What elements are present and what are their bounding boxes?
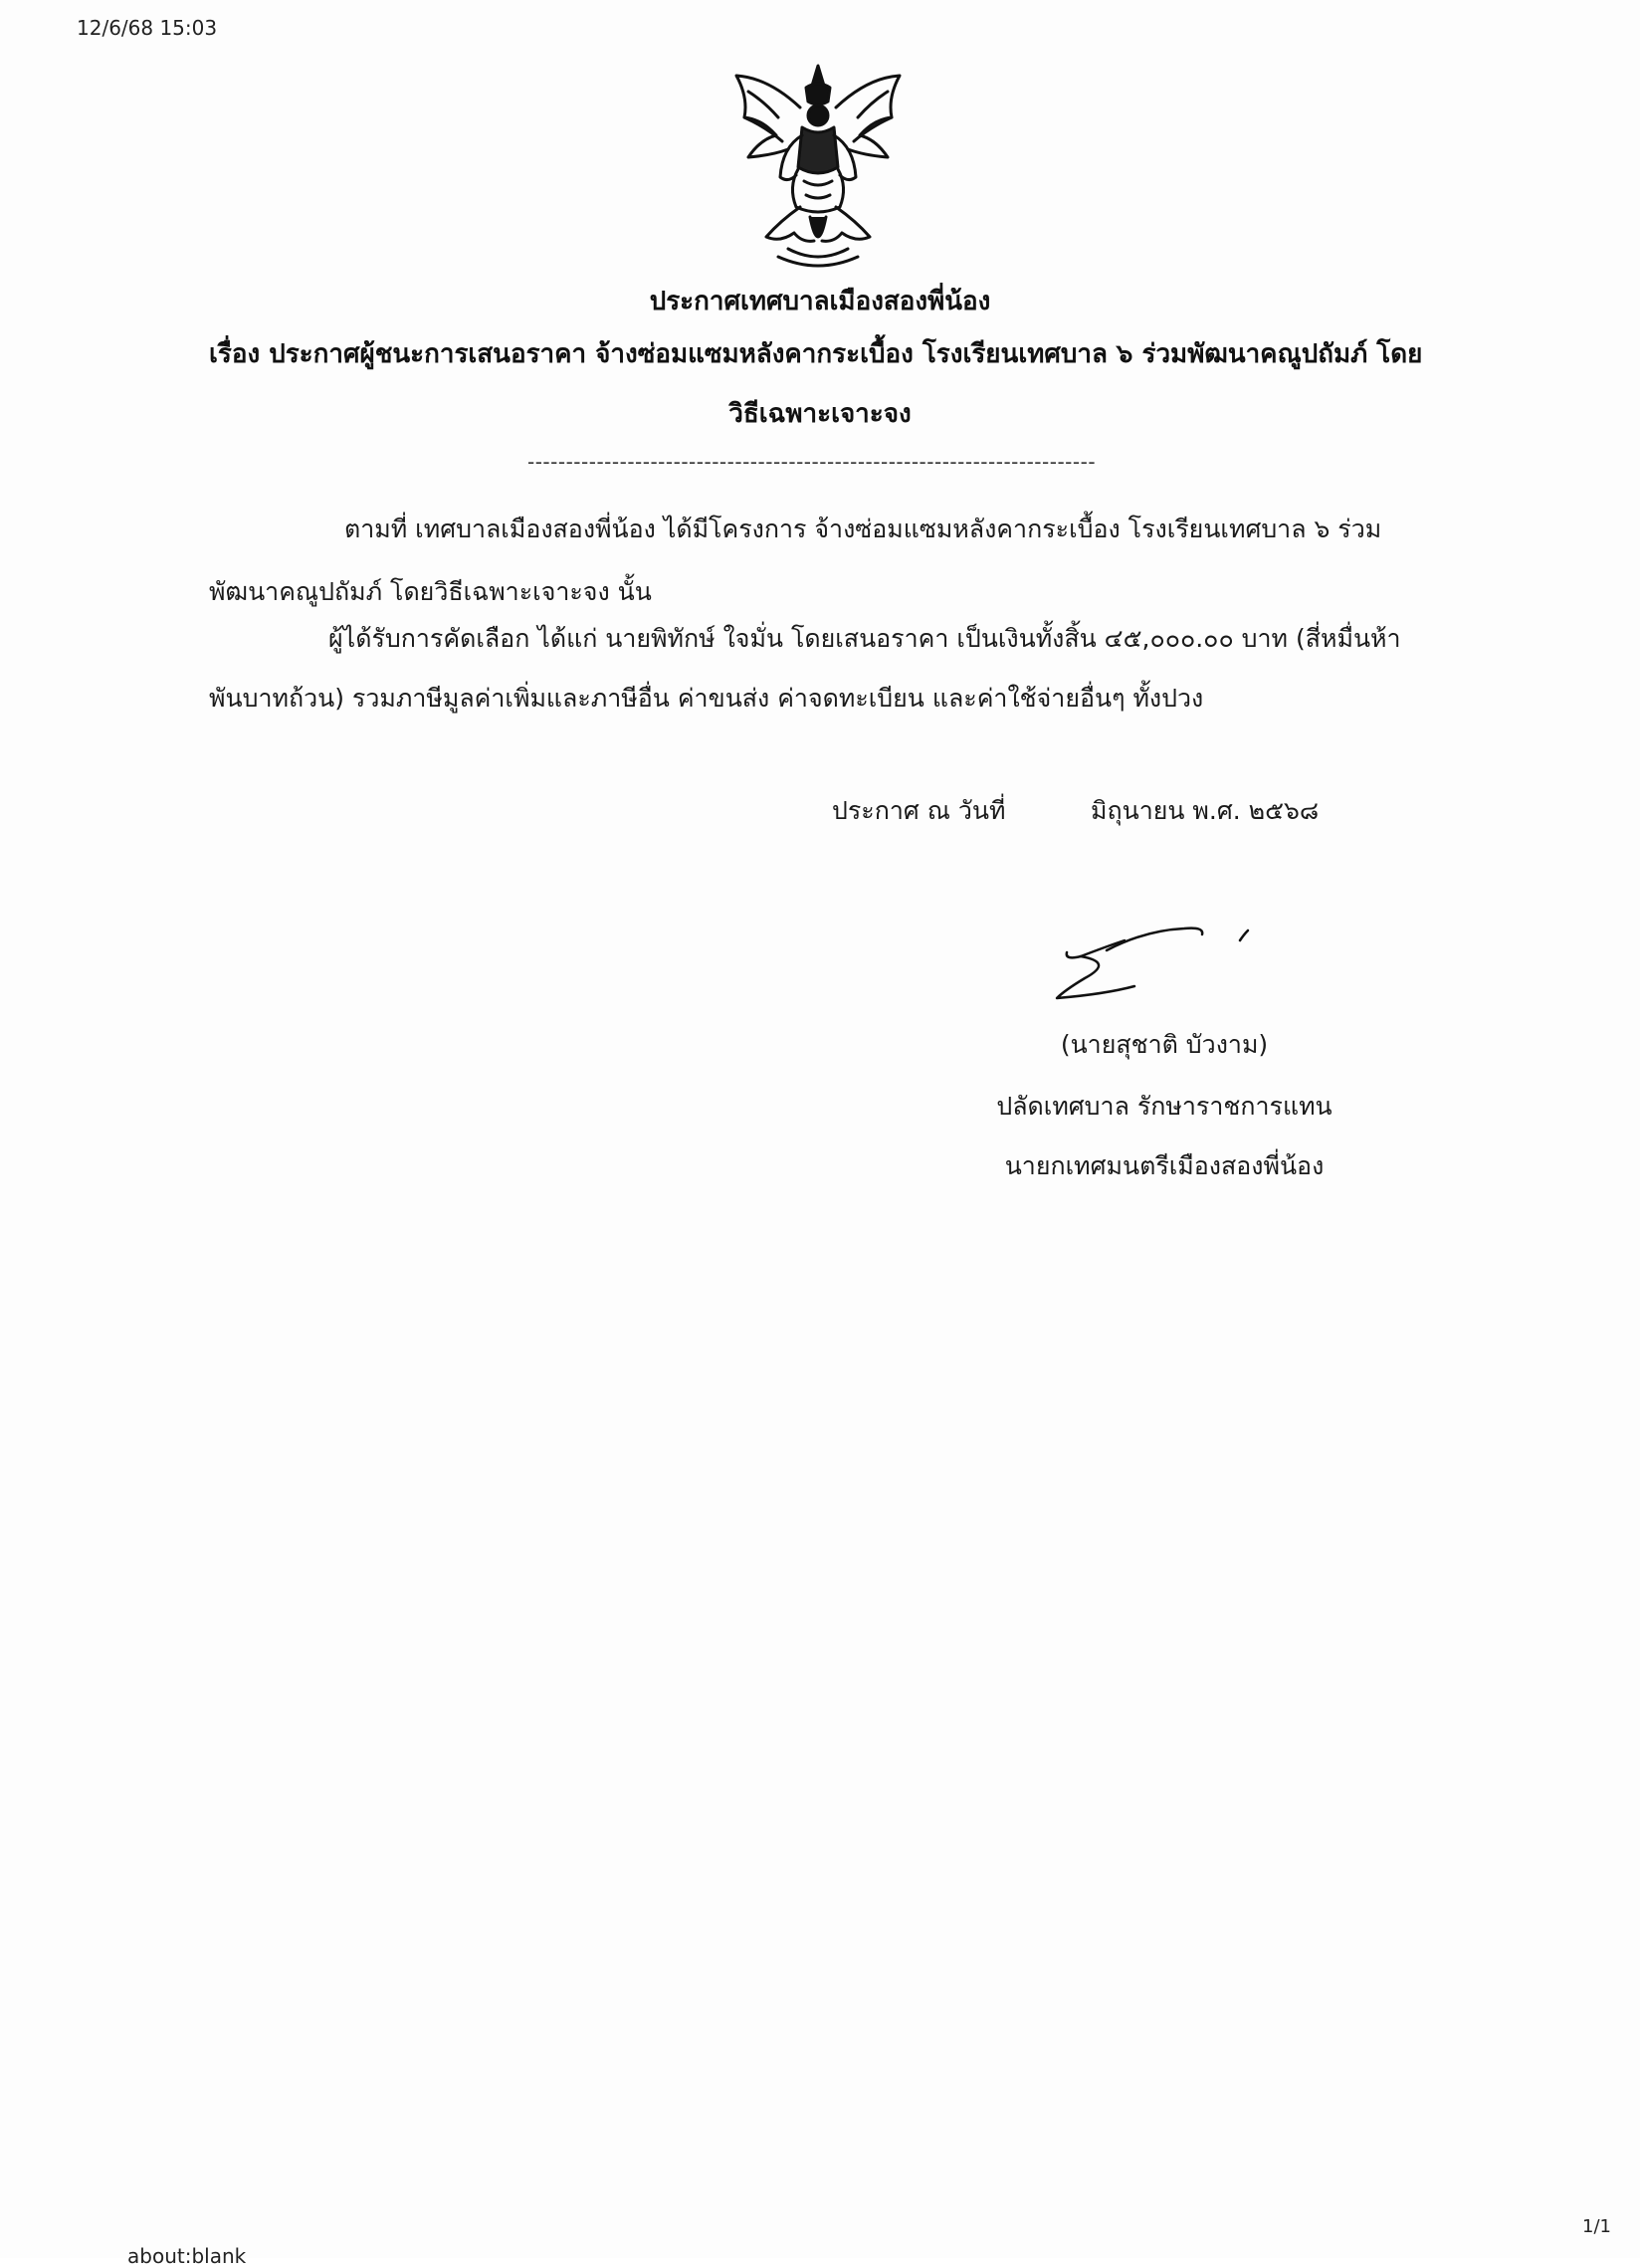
divider: --------------------------------------------------------------------------	[527, 450, 1097, 474]
paragraph-2-line-2: พันบาทถ้วน) รวมภาษีมูลค่าเพิ่มและภาษีอื่น ค่าขนส่ง ค่าจดทะเบียน และค่าใช้จ่ายอื่นๆ ทั้งปวง	[209, 684, 1204, 713]
paragraph-1-line-2: พัฒนาคณูปถัมภ์ โดยวิธีเฉพาะเจาะจง นั้น	[209, 577, 652, 606]
subject-line-continued: วิธีเฉพาะเจาะจง	[728, 399, 912, 429]
footer-url: about:blank	[127, 2244, 247, 2268]
signatory-position-acting: นายกเทศมนตรีเมืองสองพี่น้อง	[1004, 1151, 1325, 1180]
paragraph-2-line-1: ผู้ได้รับการคัดเลือก ได้แก่ นายพิทักษ์ ใจมั่น โดยเสนอราคา เป็นเงินทั้งสิ้น ๔๕,๐๐๐.๐๐ บาท (สี่หมื่นห้า	[328, 624, 1401, 653]
announcement-title: ประกาศเทศบาลเมืองสองพี่น้อง	[649, 287, 991, 316]
page-count: 1/1	[1582, 2216, 1611, 2237]
subject-line: เรื่อง ประกาศผู้ชนะการเสนอราคา จ้างซ่อมแซมหลังคากระเบื้อง โรงเรียนเทศบาล ๖ ร่วมพัฒนาคณูปถัมภ์ โดย	[209, 339, 1423, 369]
garuda-emblem-icon	[718, 58, 918, 277]
announcement-date-value: มิถุนายน พ.ศ. ๒๕๖๘	[1091, 796, 1320, 825]
signatory-position: ปลัดเทศบาล รักษาราชการแทน	[996, 1092, 1332, 1121]
announcement-date-label: ประกาศ ณ วันที่	[832, 796, 1006, 825]
paragraph-1-line-1: ตามที่ เทศบาลเมืองสองพี่น้อง ได้มีโครงการ จ้างซ่อมแซมหลังคากระเบื้อง โรงเรียนเทศบาล ๖ ร่วม	[344, 515, 1382, 543]
handwritten-signature	[1045, 891, 1324, 1010]
signatory-name: (นายสุชาติ บัวงาม)	[1060, 1030, 1269, 1059]
print-timestamp: 12/6/68 15:03	[77, 16, 218, 40]
